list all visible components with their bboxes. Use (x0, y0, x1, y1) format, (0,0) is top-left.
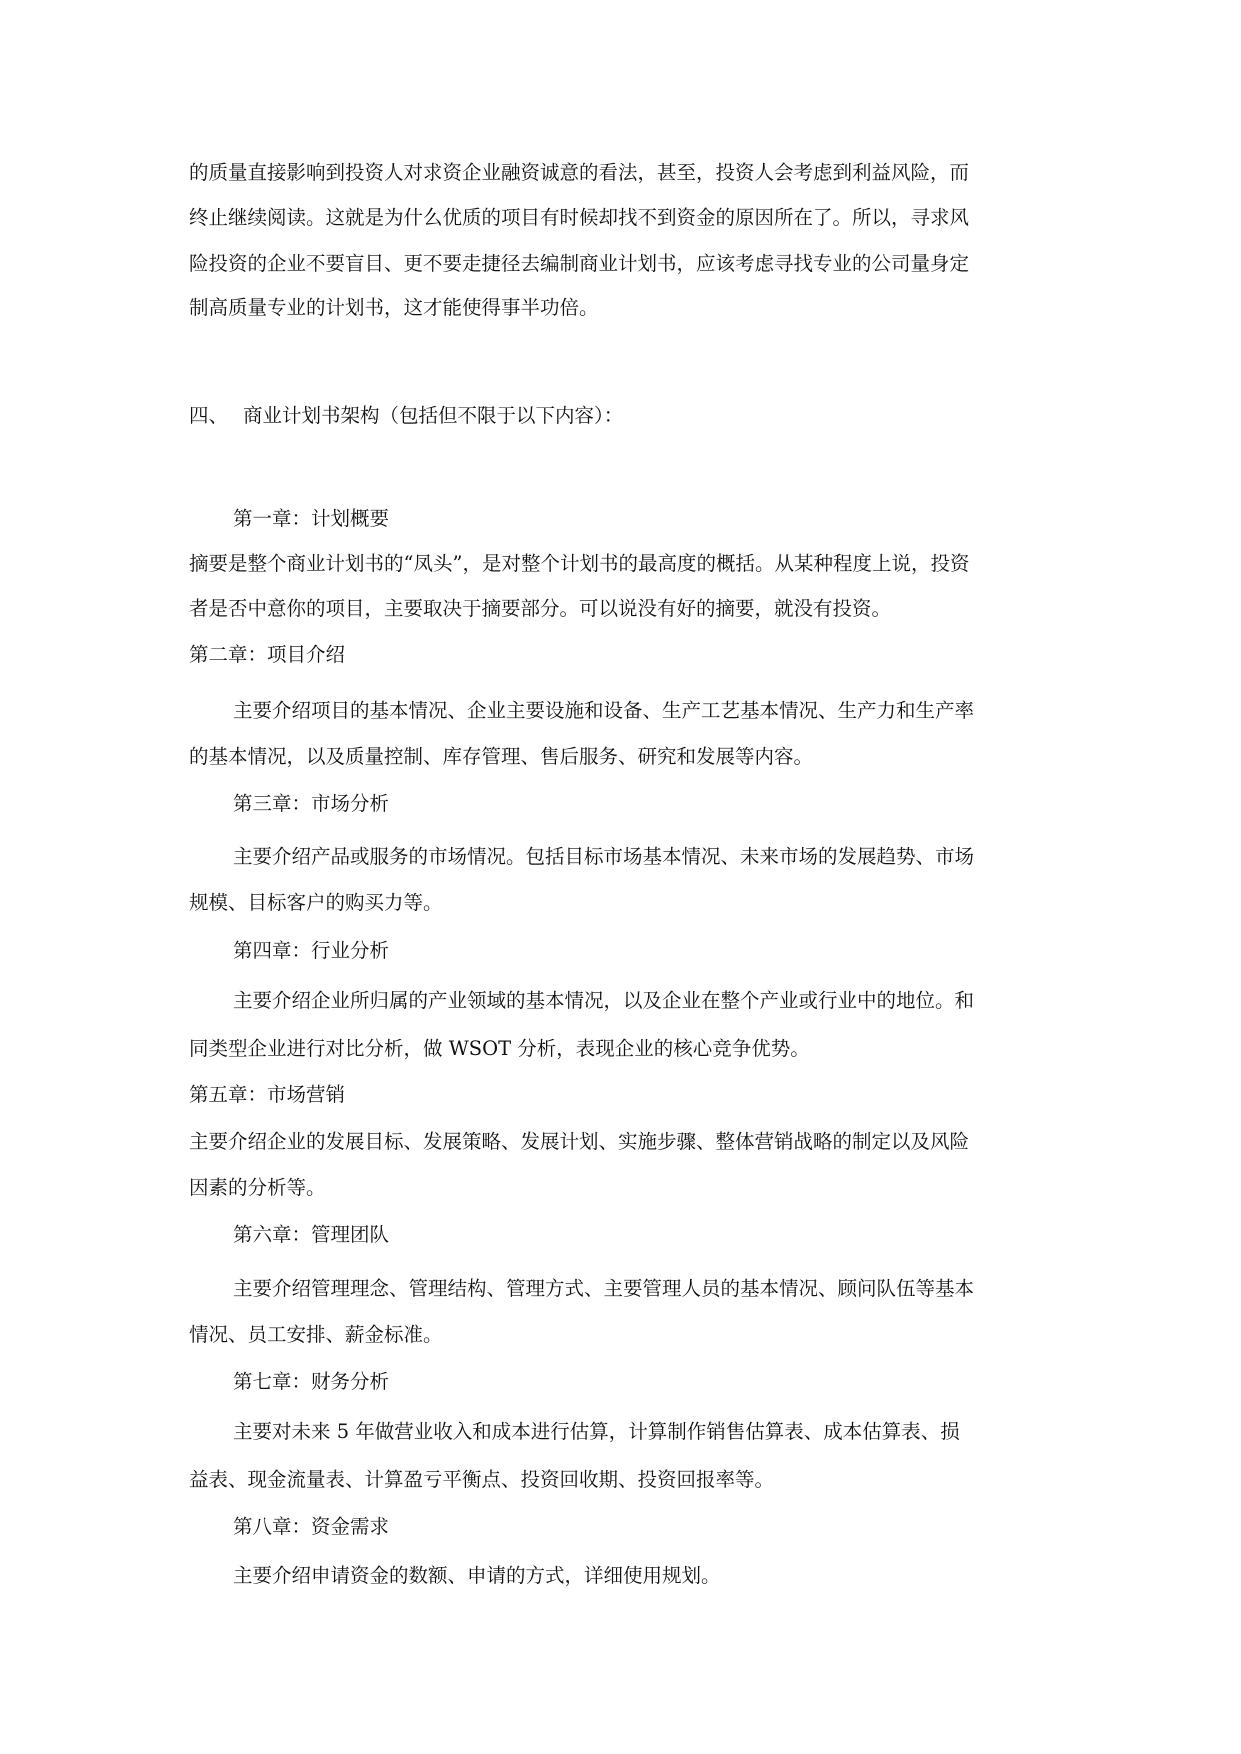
chapter-heading: 第六章：管理团队 (233, 1223, 390, 1246)
chapter-body-line: 主要介绍申请资金的数额、申请的方式，详细使用规划。 (233, 1564, 721, 1587)
chapter-body-line: 主要介绍管理理念、管理结构、管理方式、主要管理人员的基本情况、顾问队伍等基本 (233, 1277, 975, 1300)
chapter-heading: 第五章：市场营销 (189, 1083, 346, 1106)
chapter-body-line: 益表、现金流量表、计算盈亏平衡点、投资回收期、投资回报率等。 (189, 1468, 775, 1491)
intro-line: 制高质量专业的计划书，这才能使得事半功倍。 (189, 296, 599, 319)
chapter-body-line: 同类型企业进行对比分析，做 WSOT 分析，表现企业的核心竞争优势。 (189, 1037, 810, 1060)
chapter-body-line: 主要介绍产品或服务的市场情况。包括目标市场基本情况、未来市场的发展趋势、市场 (233, 845, 975, 868)
chapter-heading: 第一章：计划概要 (233, 507, 390, 530)
chapter-body-line: 主要介绍企业所归属的产业领域的基本情况，以及企业在整个产业或行业中的地位。和 (233, 989, 975, 1012)
chapter-heading: 第四章：行业分析 (233, 939, 390, 962)
chapter-body-line: 情况、员工安排、薪金标准。 (189, 1323, 443, 1346)
chapter-heading: 第七章：财务分析 (233, 1370, 390, 1393)
section-title: 商业计划书架构（包括但不限于以下内容）： (243, 404, 624, 427)
chapter-heading: 第二章：项目介绍 (189, 643, 346, 666)
chapter-heading: 第八章：资金需求 (233, 1515, 390, 1538)
intro-line: 终止继续阅读。这就是为什么优质的项目有时候却找不到资金的原因所在了。所以，寻求风 (189, 206, 970, 229)
chapter-body-line: 主要对未来 5 年做营业收入和成本进行估算，计算制作销售估算表、成本估算表、损 (233, 1420, 960, 1443)
chapter-body-line: 的基本情况，以及质量控制、库存管理、售后服务、研究和发展等内容。 (189, 745, 814, 768)
chapter-body-line: 者是否中意你的项目，主要取决于摘要部分。可以说没有好的摘要，就没有投资。 (189, 597, 892, 620)
section-number: 四、 (189, 404, 229, 427)
chapter-body-line: 主要介绍企业的发展目标、发展策略、发展计划、实施步骤、整体营销战略的制定以及风险 (189, 1130, 970, 1153)
intro-line: 险投资的企业不要盲目、更不要走捷径去编制商业计划书，应该考虑寻找专业的公司量身定 (189, 252, 970, 275)
chapter-body-line: 因素的分析等。 (189, 1176, 326, 1199)
chapter-body-line: 规模、目标客户的购买力等。 (189, 891, 443, 914)
chapter-heading: 第三章：市场分析 (233, 792, 390, 815)
intro-line: 的质量直接影响到投资人对求资企业融资诚意的看法，甚至，投资人会考虑到利益风险，而 (189, 161, 970, 184)
chapter-body-line: 摘要是整个商业计划书的“凤头”，是对整个计划书的最高度的概括。从某种程度上说，投资 (189, 552, 970, 575)
chapter-body-line: 主要介绍项目的基本情况、企业主要设施和设备、生产工艺基本情况、生产力和生产率 (233, 699, 975, 722)
